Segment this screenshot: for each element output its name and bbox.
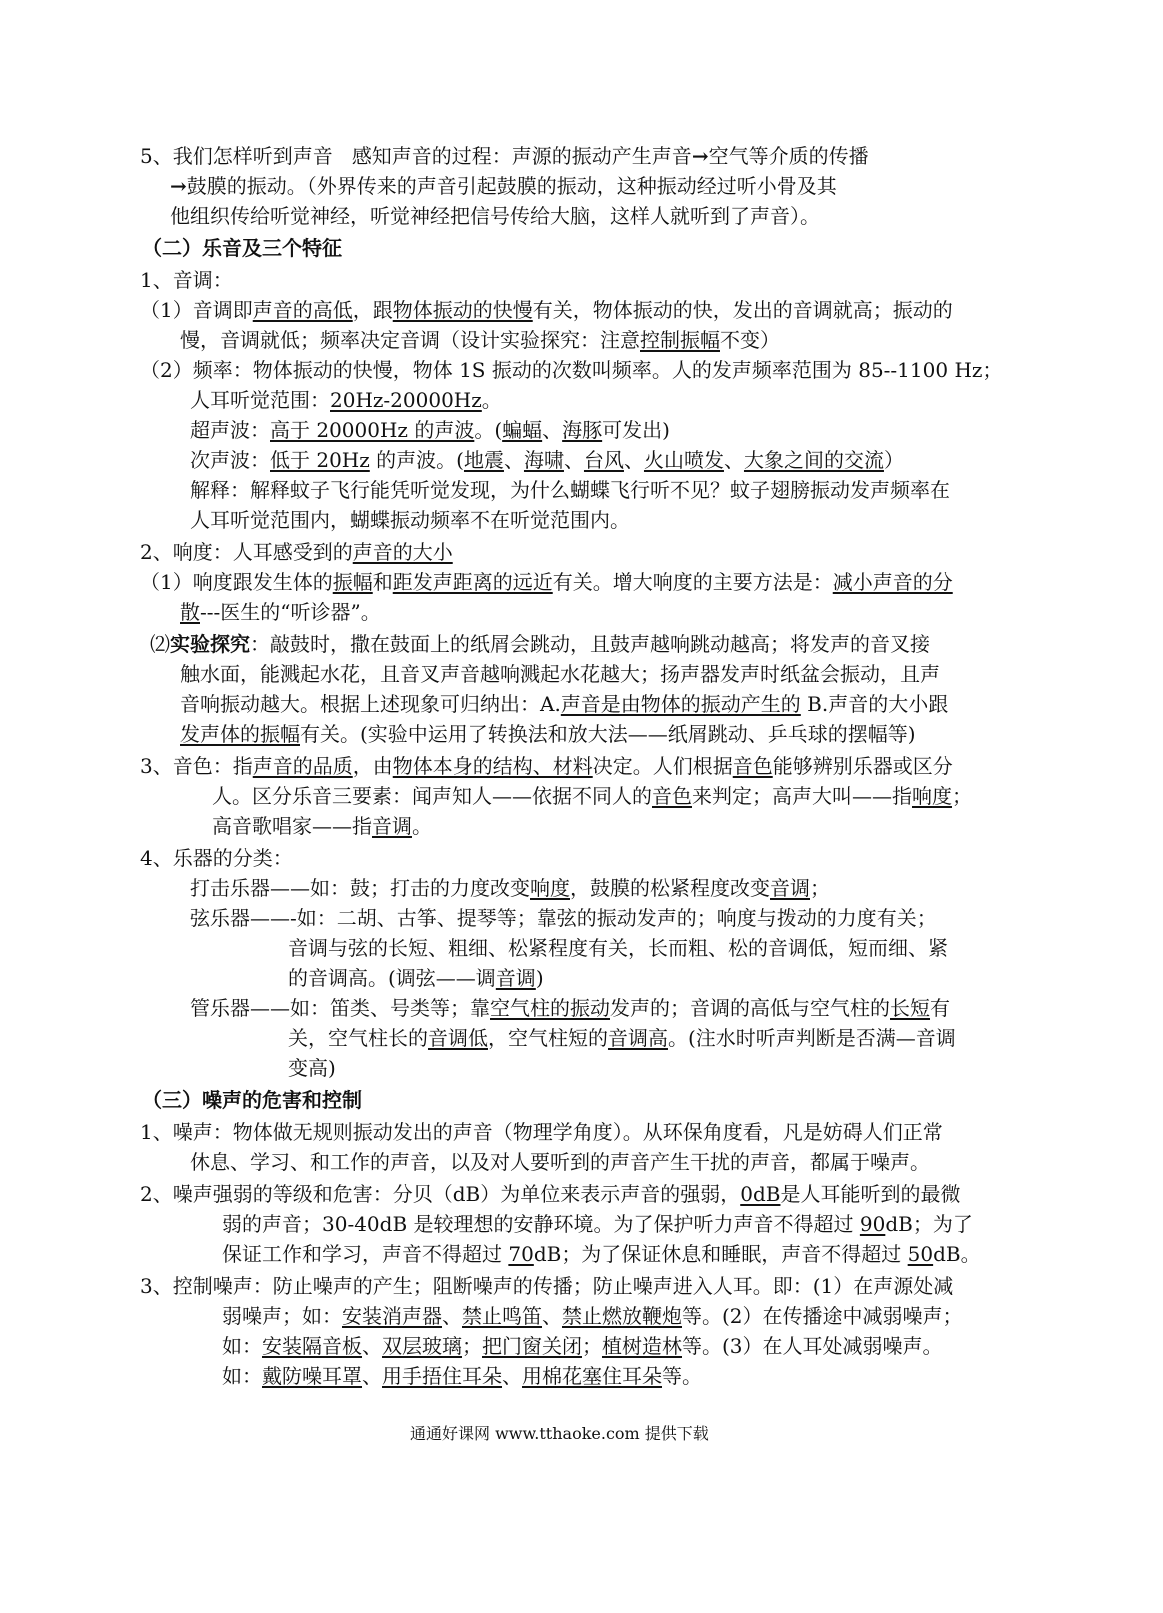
p3-line-1: 3、音色：指声音的品质，由物体本身的结构、材料决定。人们根据音色能够辨别乐器或区分 (140, 754, 953, 778)
n2-line-2: 弱的声音；30-40dB 是较理想的安静环境。为了保护听力声音不得超过 90dB；为了 (222, 1212, 973, 1236)
section-heading-2: （二）乐音及三个特征 (142, 236, 342, 260)
p1-line-3: （2）频率：物体振动的快慢，物体 1S 振动的次数叫频率。人的发声频率范围为 85--1100 Hz； (140, 358, 1003, 382)
p1-title: 1、音调： (140, 268, 233, 292)
p3-line-2: 人。区分乐音三要素：闻声知人——依据不同人的音色来判定；高声大叫——指响度； (212, 784, 972, 808)
s5-line-1: 5、我们怎样听到声音 感知声音的过程：声源的振动产生声音→空气等介质的传播 (140, 144, 869, 168)
p4-line-5: 管乐器——如：笛类、号类等；靠空气柱的振动发声的；音调的高低与空气柱的长短有 (190, 996, 950, 1020)
p2-line-4: 触水面，能溅起水花，且音叉声音越响溅起水花越大；扬声器发声时纸盆会振动，且声 (180, 662, 940, 686)
n3-line-3: 如：安装隔音板、双层玻璃；把门窗关闭；植树造林等。(3）在人耳处减弱噪声。 (222, 1334, 943, 1358)
p2-line-2: 散---医生的“听诊器”。 (180, 600, 381, 624)
p2-line-6: 发声体的振幅有关。(实验中运用了转换法和放大法——纸屑跳动、乒乓球的摆幅等) (180, 722, 916, 746)
s5-line-3: 他组织传给听觉神经，听觉神经把信号传给大脑，这样人就听到了声音）。 (170, 204, 820, 228)
p1-line-2: 慢，音调就低；频率决定音调（设计实验探究：注意控制振幅不变） (180, 328, 780, 352)
p4-title: 4、乐器的分类： (140, 846, 293, 870)
p4-line-4: 的音调高。(调弦——调音调) (288, 966, 544, 990)
n2-line-3: 保证工作和学习，声音不得超过 70dB；为了保证休息和睡眠，声音不得超过 50dB。 (222, 1242, 981, 1266)
p4-line-2: 弦乐器——-如：二胡、古筝、提琴等；靠弦的振动发声的；响度与拨动的力度有关； (190, 906, 937, 930)
p1-line-7: 解释：解释蚊子飞行能凭听觉发现，为什么蝴蝶飞行听不见？蚊子翅膀振动发声频率在 (190, 478, 950, 502)
n1-line-1: 1、噪声：物体做无规则振动发出的声音（物理学角度）。从环保角度看，凡是妨碍人们正常 (140, 1120, 943, 1144)
n3-line-4: 如：戴防噪耳罩、用手捂住耳朵、用棉花塞住耳朵等。 (222, 1364, 702, 1388)
p1-line-8: 人耳听觉范围内，蝴蝶振动频率不在听觉范围内。 (190, 508, 630, 532)
p4-line-1: 打击乐器——如：鼓；打击的力度改变响度，鼓膜的松紧程度改变音调； (190, 876, 830, 900)
p1-line-4: 人耳听觉范围：20Hz-20000Hz。 (190, 388, 502, 412)
p2-title: 2、响度：人耳感受到的声音的大小 (140, 540, 453, 564)
p1-line-1: （1）音调即声音的高低，跟物体振动的快慢有关，物体振动的快，发出的音调就高；振动的 (140, 298, 953, 322)
n3-line-2: 弱噪声；如：安装消声器、禁止鸣笛、禁止燃放鞭炮等。(2）在传播途中减弱噪声； (222, 1304, 963, 1328)
page-footer: 通通好课网 www.tthaoke.com 提供下载 (410, 1424, 709, 1443)
section-heading-3: （三）噪声的危害和控制 (142, 1088, 362, 1112)
s5-line-2: →鼓膜的振动。（外界传来的声音引起鼓膜的振动，这种振动经过听小骨及其 (170, 174, 837, 198)
p2-line-3: ⑵实验探究：敲鼓时，撒在鼓面上的纸屑会跳动，且鼓声越响跳动越高；将发声的音叉接 (150, 632, 930, 656)
n3-line-1: 3、控制噪声：防止噪声的产生；阻断噪声的传播；防止噪声进入人耳。即：(1）在声源处减 (140, 1274, 954, 1298)
p3-line-3: 高音歌唱家——指音调。 (212, 814, 432, 838)
p4-line-3: 音调与弦的长短、粗细、松紧程度有关，长而粗、松的音调低，短而细、紧 (288, 936, 948, 960)
p1-line-5: 超声波：高于 20000Hz 的声波。(蝙蝠、海豚可发出) (190, 418, 670, 442)
p1-line-6: 次声波：低于 20Hz 的声波。(地震、海啸、台风、火山喷发、大象之间的交流） (190, 448, 904, 472)
n1-line-2: 休息、学习、和工作的声音，以及对人要听到的声音产生干扰的声音，都属于噪声。 (190, 1150, 930, 1174)
p4-line-7: 变高) (288, 1056, 336, 1080)
p4-line-6: 关，空气柱长的音调低，空气柱短的音调高。(注水时听声判断是否满—音调 (288, 1026, 956, 1050)
n2-line-1: 2、噪声强弱的等级和危害：分贝（dB）为单位来表示声音的强弱，0dB是人耳能听到的最微 (140, 1182, 961, 1206)
p2-line-5: 音响振动越大。根据上述现象可归纳出：A.声音是由物体的振动产生的 B.声音的大小跟 (180, 692, 949, 716)
p2-line-1: （1）响度跟发生体的振幅和距发声距离的远近有关。增大响度的主要方法是：减小声音的分 (140, 570, 953, 594)
